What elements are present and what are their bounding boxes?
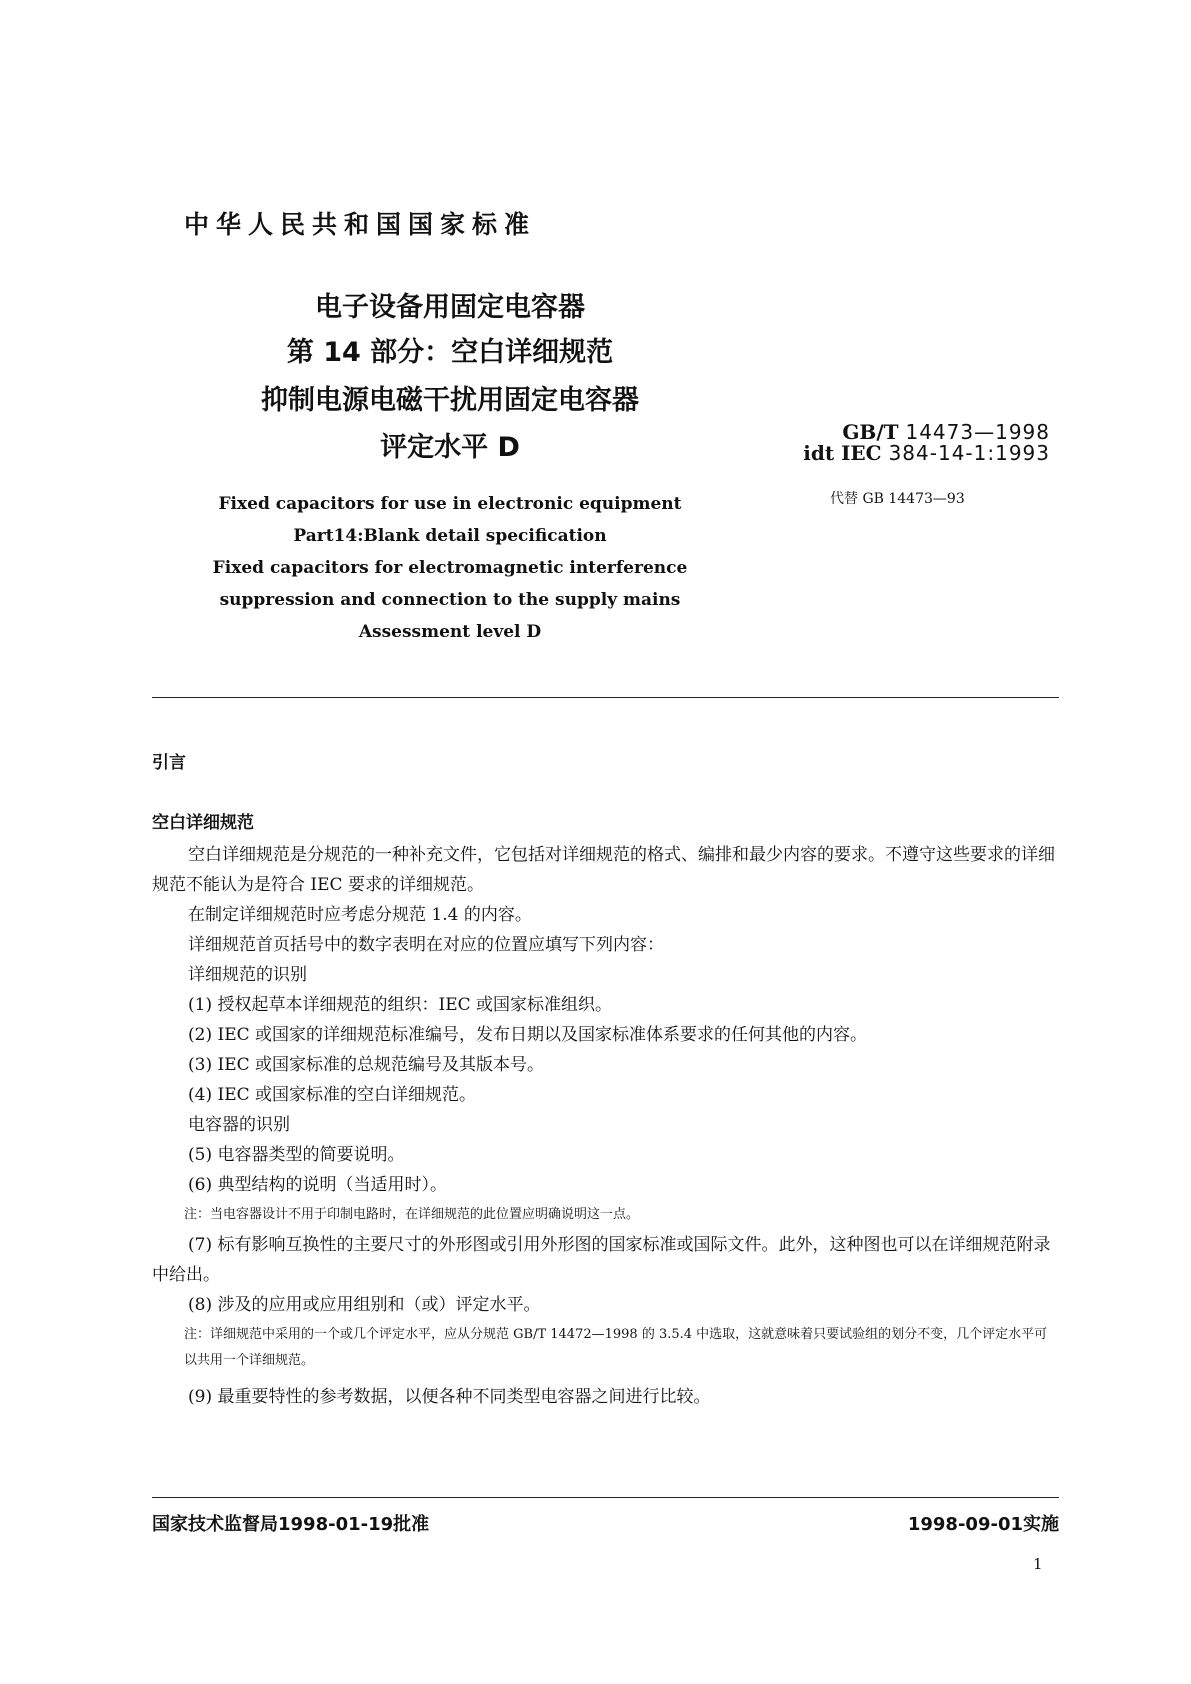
page-number: 1 <box>1033 1555 1043 1573</box>
heading-introduction: 引言 <box>152 753 186 773</box>
title-cn-line-3: 抑制电源电磁干扰用固定电容器 <box>261 385 639 416</box>
note-2: 注：详细规范中采用的一个或几个评定水平，应从分规范 GB/T 14472—1998 的 3.5.4 中选取，这就意味着只要试验组的划分不变，几个评定水平可以共用一个详细规范。 <box>184 1327 1048 1368</box>
paragraph-4: 详细规范的识别 <box>188 965 307 985</box>
title-cn-line-4: 评定水平 D <box>380 432 520 463</box>
approval-date: 国家技术监督局1998-01-19批准 <box>152 1514 430 1535</box>
title-en-line-1: Fixed capacitors for use in electronic equipment <box>218 494 682 514</box>
list-item-5: (5) 电容器类型的简要说明。 <box>188 1145 405 1165</box>
national-standard-header: 中华人民共和国国家标准 <box>183 210 536 239</box>
idt-code <box>790 443 1050 464</box>
list-item-9: (9) 最重要特性的参考数据，以便各种不同类型电容器之间进行比较。 <box>188 1387 711 1407</box>
paragraph-5: 电容器的识别 <box>188 1115 290 1135</box>
top-divider <box>152 697 1059 698</box>
effective-date: 1998-09-01实施 <box>907 1514 1059 1535</box>
title-en-line-4: suppression and connection to the supply mains <box>219 590 681 610</box>
list-item-3: (3) IEC 或国家标准的总规范编号及其版本号。 <box>188 1055 545 1075</box>
idt-code-prefix: idt IEC <box>803 441 882 465</box>
title-en-line-3: Fixed capacitors for electromagnetic interference <box>212 558 688 578</box>
title-cn-line-1: 电子设备用固定电容器 <box>315 292 585 323</box>
heading-blank-detail-spec: 空白详细规范 <box>152 813 254 833</box>
replaces-note: 代替 GB 14473—93 <box>830 491 965 507</box>
list-item-1: (1) 授权起草本详细规范的组织：IEC 或国家标准组织。 <box>188 995 613 1015</box>
list-item-7: (7) 标有影响互换性的主要尺寸的外形图或引用外形图的国家标准或国际文件。此外，这种图也可以在详细规范附录中给出。 <box>152 1235 1051 1285</box>
standard-code <box>790 422 1050 443</box>
idt-code-number: 384-14-1:1993 <box>888 441 1050 465</box>
standard-code-prefix: GB/T <box>842 420 899 444</box>
bottom-divider <box>152 1497 1059 1498</box>
paragraph-2: 在制定详细规范时应考虑分规范 1.4 的内容。 <box>188 905 532 925</box>
title-en-line-5: Assessment level D <box>358 622 542 642</box>
title-cn-line-2: 第 14 部分：空白详细规范 <box>286 337 614 368</box>
list-item-2: (2) IEC 或国家的详细规范标准编号，发布日期以及国家标准体系要求的任何其他的内容。 <box>188 1025 868 1045</box>
standard-code-number: 14473—1998 <box>905 420 1050 444</box>
list-item-6: (6) 典型结构的说明（当适用时）。 <box>188 1175 447 1195</box>
note-1: 注：当电容器设计不用于印制电路时，在详细规范的此位置应明确说明这一点。 <box>184 1207 640 1222</box>
list-item-8: (8) 涉及的应用或应用组别和（或）评定水平。 <box>188 1295 541 1315</box>
standard-code-block <box>790 422 1050 464</box>
paragraph-1: 空白详细规范是分规范的一种补充文件，它包括对详细规范的格式、编排和最少内容的要求。不遵守这些要求的详细规范不能认为是符合 IEC 要求的详细规范。 <box>152 845 1055 895</box>
list-item-4: (4) IEC 或国家标准的空白详细规范。 <box>188 1085 477 1105</box>
title-en-line-2: Part14:Blank detail specification <box>293 526 607 546</box>
paragraph-3: 详细规范首页括号中的数字表明在对应的位置应填写下列内容： <box>188 935 664 955</box>
